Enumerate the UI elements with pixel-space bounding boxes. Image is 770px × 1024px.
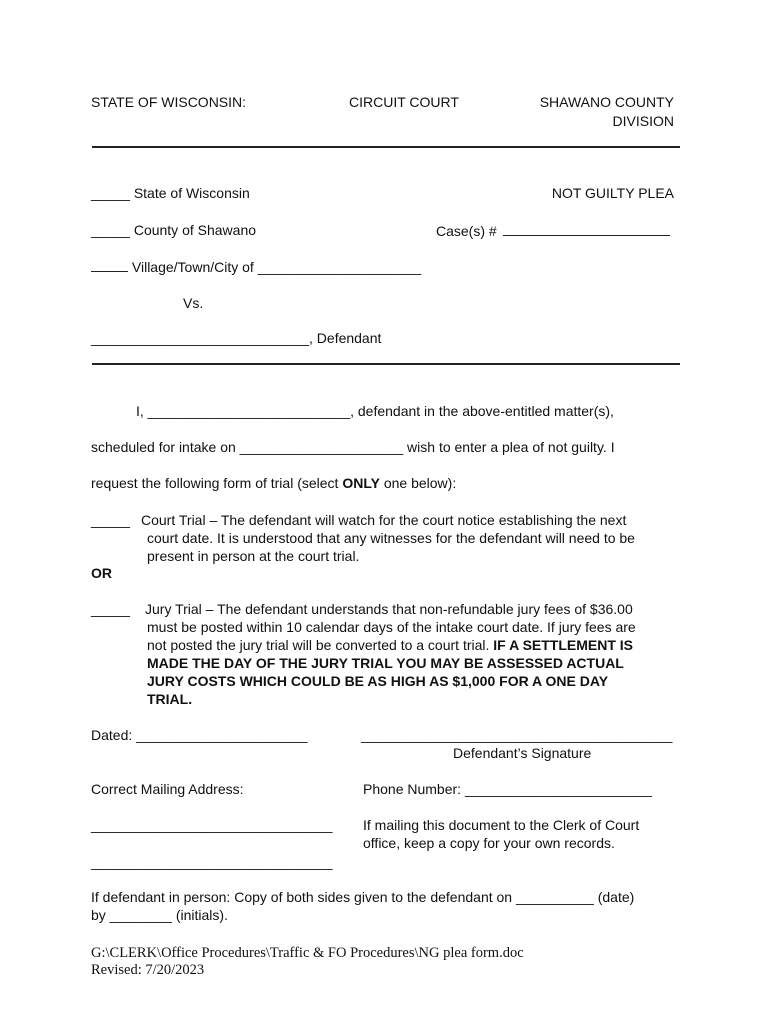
in-person-note-line-1: If defendant in person: Copy of both sides given to the defendant on __________ (date) bbox=[91, 889, 635, 905]
phone-number-field[interactable]: Phone Number: ________________________ bbox=[363, 781, 652, 797]
county-party-row bbox=[91, 222, 256, 239]
parties-divider bbox=[92, 363, 680, 365]
header-division: DIVISION bbox=[612, 113, 674, 129]
village-check-blank[interactable] bbox=[91, 258, 128, 272]
village-party-row bbox=[91, 258, 421, 276]
signature-line[interactable]: ________________________________________ bbox=[361, 727, 673, 743]
statement-line-2: scheduled for intake on _____________________ wish to enter a plea of not guilty. I bbox=[91, 439, 615, 455]
plea-title: NOT GUILTY PLEA bbox=[551, 185, 674, 201]
state-party-label: State of Wisconsin bbox=[133, 185, 250, 201]
case-number-row bbox=[436, 222, 670, 240]
statement-line-1: I, __________________________, defendant in the above-entitled matter(s), bbox=[136, 403, 614, 419]
statement-line-3: request the following form of trial (select ONLY one below): bbox=[91, 475, 457, 491]
court-trial-option: Court Trial – The defendant will watch for the court notice establishing the next court date. It is understood that any witnesses for the defendant will need to be present in person at the court trial. bbox=[141, 512, 635, 564]
village-party-label: Village/Town/City of _____________________ bbox=[131, 259, 422, 275]
court-trial-check-blank[interactable]: _____ bbox=[91, 512, 130, 528]
county-party-label: County of Shawano bbox=[133, 222, 257, 238]
jury-trial-check-blank[interactable]: _____ bbox=[91, 601, 130, 617]
or-label: OR bbox=[91, 565, 112, 581]
jury-warning-line-5: JURY COSTS WHICH COULD BE AS HIGH AS $1,000 FOR A ONE DAY bbox=[147, 673, 609, 689]
header-state: STATE OF WISCONSIN: bbox=[91, 94, 247, 110]
address-line-2[interactable]: _______________________________ bbox=[91, 854, 333, 870]
mailing-address-label: Correct Mailing Address: bbox=[91, 781, 244, 797]
mailing-note-line-2: office, keep a copy for your own records. bbox=[363, 835, 615, 851]
signature-label: Defendant’s Signature bbox=[453, 745, 592, 761]
county-check-blank[interactable]: _____ bbox=[91, 222, 130, 238]
in-person-note-line-2: by ________ (initials). bbox=[91, 907, 228, 923]
defendant-name-line[interactable]: ____________________________, Defendant bbox=[91, 330, 382, 346]
header-divider bbox=[92, 146, 680, 148]
versus-label: Vs. bbox=[183, 295, 204, 311]
dated-field[interactable]: Dated: ______________________ bbox=[91, 727, 308, 743]
jury-warning-line-4: MADE THE DAY OF THE JURY TRIAL YOU MAY BE ASSESSED ACTUAL bbox=[147, 655, 624, 671]
file-path: G:\CLERK\Office Procedures\Traffic & FO Procedures\NG plea form.doc bbox=[91, 945, 524, 961]
state-check-blank[interactable]: _____ bbox=[91, 185, 130, 201]
jury-trial-option: Jury Trial – The defendant understands that non-refundable jury fees of $36.00 must be posted within 10 calendar days of the intake court date. If jury fees are not posted the jury trial will be converted to a court trial. IF A SETTLEMENT IS MADE THE DAY OF THE JURY TRIAL YOU MAY BE ASSESSED ACTUAL JURY COSTS WHICH COULD BE AS HIGH AS $1,000 FOR A ONE DAY TRIAL. bbox=[145, 600, 685, 708]
case-number-label: Case(s) # bbox=[436, 223, 497, 239]
header-county: SHAWANO COUNTY bbox=[539, 94, 674, 110]
case-number-field[interactable] bbox=[503, 222, 670, 236]
address-line-1[interactable]: _______________________________ bbox=[91, 817, 333, 833]
header-court: CIRCUIT COURT bbox=[349, 94, 459, 110]
jury-warning-line-6: TRIAL. bbox=[147, 691, 193, 707]
state-party-row bbox=[91, 185, 250, 202]
only-emphasis: ONLY bbox=[342, 475, 380, 491]
mailing-note-line-1: If mailing this document to the Clerk of Court bbox=[363, 817, 640, 833]
revised-date: Revised: 7/20/2023 bbox=[91, 962, 205, 978]
